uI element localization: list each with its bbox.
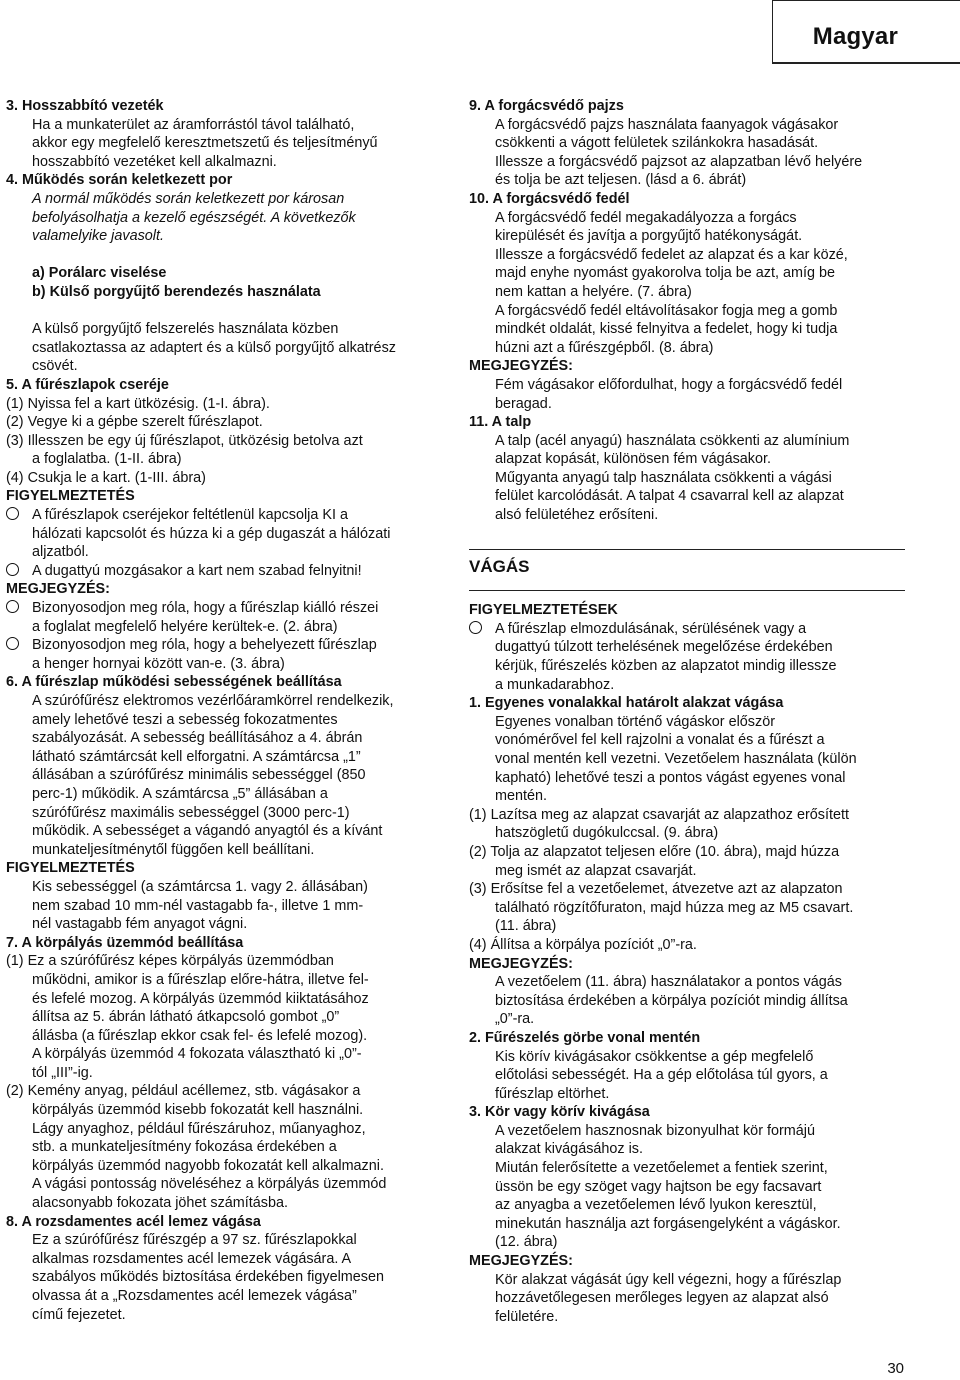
text-line: A körpályás üzemmód 4 fokozata választható ki „0”- [32, 1046, 362, 1063]
text-line: alacsonyabb fokozata jöhet számításba. [32, 1195, 288, 1212]
text-line: beragad. [495, 395, 552, 412]
cut-3-title: 3. Kör vagy körív kivágása [469, 1104, 650, 1121]
text-line: biztosítása érdekében a körpálya pozíciót mindig állítsa [495, 992, 848, 1009]
section-4-options [6, 264, 446, 301]
text-line: felületére. [495, 1308, 559, 1325]
text-line: majd enyhe nyomást gyakorolva tolja be azt, amíg be [495, 265, 835, 282]
left-column [6, 97, 446, 1324]
text-line: látható számtárcsát kell elforgatni. A számtárcsa „1” [32, 748, 361, 765]
text-line: perc-1) működik. A számtárcsa „5” állásában a [32, 785, 328, 802]
text-line: Bizonyosodjon meg róla, hogy a behelyezett fűrészlap [32, 637, 377, 654]
warning-heading: FIGYELMEZTETÉS [6, 488, 135, 505]
note-heading: MEGJEGYZÉS: [469, 358, 573, 375]
text-line: dugattyú túlzott terhelésének megelőzése érdekében [495, 639, 833, 656]
section-6-text [6, 692, 446, 859]
bullet-circle-icon [6, 637, 19, 650]
note-heading: MEGJEGYZÉS: [6, 581, 110, 598]
warning-text [6, 878, 446, 934]
text-line: olvassa át a „Rozsdamentes acél lemezek vágása” [32, 1288, 357, 1304]
language-tab [772, 0, 960, 64]
text-line: Illessze a forgácsvédő pajzsot az alapzatban lévő helyére [495, 153, 863, 170]
text-line: valamelyike javasolt. [32, 228, 164, 245]
text-line: fűrészlap eltörhet. [495, 1085, 610, 1102]
text-line: alapzat kopását, különösen fém vágásakor. [495, 451, 771, 468]
text-line: munkateljesítménytől függően kell beállítani. [32, 841, 315, 858]
note-item [6, 599, 446, 636]
right-column [469, 97, 905, 1326]
step-1-1: (1) Lazítsa meg az alapzat csavarját az alapzathoz erősített [469, 806, 849, 823]
text-line: előtolási sebességét. Ha a gép előtolása túl gyors, a [495, 1067, 828, 1084]
text-line: (1) Ez a szúrófűrész képes körpályás üzemmódban [6, 953, 334, 970]
text-line: mindkét oldalát, kissé felnyitva a fedelet, hogy ki tudja [495, 321, 838, 338]
step-1-4: (4) Állítsa a körpálya pozíciót „0”-ra. [469, 936, 697, 953]
text-line: és lefelé mozog. A körpályás üzemmód kiiktatásához [32, 990, 369, 1007]
cut-2-text [469, 1048, 905, 1104]
text-line: Kör alakzat vágását úgy kell végezni, hogy a fűrészlap [495, 1271, 842, 1288]
text-line: Illessze a forgácsvédő fedelet az alapzat és a kar közé, [495, 246, 848, 263]
note-text [469, 973, 905, 1029]
text-line: hálózati kapcsolót és húzza ki a gép dugaszát a hálózati [32, 525, 391, 542]
text-line: című fejezetet. [32, 1306, 126, 1323]
text-line: szúrófűrész maximális sebességgel (3000 perc-1) [32, 804, 350, 821]
text-line: és tolja be azt teljesen. (lásd a 6. ábrát) [495, 172, 747, 189]
step-1-2: (2) Tolja az alapzatot teljesen előre (10. ábra), majd húzza [469, 843, 840, 860]
text-line: vonal mentén kell vezetni. Vezetőelem használata (külön [495, 751, 857, 767]
section-11-title: 11. A talp [469, 414, 532, 431]
text-line: szabályozását. A sebesség beállításához a 4. ábrán [32, 730, 363, 747]
note-text [469, 376, 905, 413]
section-8-text [6, 1231, 446, 1324]
text-line: Fém vágásakor előfordulhat, hogy a forgácsvédő fedél [495, 376, 843, 393]
chapter-title: VÁGÁS [469, 556, 530, 576]
text-line: vonómérővel fel kell rajzolni a vonalat és a fűrészt a [495, 732, 825, 749]
section-8-title: 8. A rozsdamentes acél lemez vágása [6, 1213, 261, 1230]
text-line: Ez a szúrófűrész fűrészgép a 97 sz. fűrészlapokkal [32, 1232, 357, 1249]
text-line: alsó felületéhez erősíteni. [495, 507, 659, 524]
section-7-title: 7. A körpályás üzemmód beállítása [6, 934, 244, 951]
warning-item [469, 620, 905, 694]
text-line: Kis körív kivágásakor csökkentse a gép megfelelő [495, 1048, 814, 1065]
text-line: A forgácsvédő fedél megakadályozza a forgács [495, 209, 797, 226]
text-line: A normál működés során keletkezett por károsan [32, 190, 345, 207]
text-line: A talp (acél anyagú) használata csökkenti az alumínium [495, 432, 850, 449]
section-5-title: 5. A fűrészlapok cseréje [6, 376, 169, 393]
text-line: tól „III”-ig. [32, 1064, 93, 1081]
text-line: A szúrófűrész elektromos vezérlőáramkörrel rendelkezik, [32, 693, 394, 709]
text-line: alkalmas rozsdamentes acél lemezek vágására. A [32, 1250, 352, 1267]
text-line: A külső porgyűjtő felszerelés használata közben [32, 321, 339, 338]
text-line: állásba (a fűrészlap ekkor csak fel- és lefelé mozog). [32, 1027, 368, 1044]
warning-heading: FIGYELMEZTETÉSEK [469, 602, 618, 619]
text-line: (2) Kemény anyag, például acéllemez, stb. vágásakor a [6, 1083, 361, 1100]
step-5-1: (1) Nyissa fel a kart ütközésig. (1-I. ábra). [6, 395, 270, 412]
text-line: működni, amikor is a fűrészlap előre-hátra, illetve fel- [32, 971, 369, 988]
section-4-title: 4. Működés során keletkezett por [6, 172, 233, 189]
text-line: működik. A sebességet a vágandó anyagtól és a kívánt [32, 823, 383, 840]
cut-2-title: 2. Fűrészelés görbe vonal mentén [469, 1029, 701, 1046]
bullet-circle-icon [6, 600, 19, 613]
text-line: aljzatból. [32, 544, 89, 561]
text-line: A fűrészlapok cseréjekor feltétlenül kapcsolja KI a [32, 507, 348, 524]
warning-item [6, 562, 446, 581]
section-3-title: 3. Hosszabbító vezeték [6, 98, 164, 114]
section-4-text [6, 190, 446, 246]
text-line: Kis sebességgel (a számtárcsa 1. vagy 2. állásában) [32, 878, 368, 895]
text-line: kérjük, fűrészelés közben az alapzatot mindig illessze [495, 658, 837, 675]
warning-item [6, 506, 446, 562]
bullet-circle-icon [469, 621, 482, 634]
text-line: mentén. [495, 788, 547, 805]
text-line: kirepülését és javítja a porgyűjtő hatékonyságát. [495, 228, 803, 245]
bullet-circle-icon [6, 507, 19, 520]
step-1-3-cont: található rögzítőfuraton, majd húzza meg az M5 csavart. [495, 899, 854, 916]
step-7-2 [6, 1082, 446, 1212]
text-line: alakzat kivágásához is. [495, 1141, 643, 1158]
text-line: állítsa az 5. ábrán látható átkapcsoló gombot „0” [32, 1009, 340, 1026]
step-5-4: (4) Csukja le a kart. (1-III. ábra) [6, 469, 206, 486]
section-9-text [469, 116, 905, 190]
text-line: (12. ábra) [495, 1234, 558, 1251]
warning-heading: FIGYELMEZTETÉS [6, 860, 135, 877]
text-line: befolyásolhatja a kezelő egészségét. A következők [32, 209, 356, 226]
text-line: üssön be egy szöget vagy hajtson be egy facsavart [495, 1178, 822, 1195]
text-line: kapható) lehetővé teszi a pontos vágást egyenes vonal [495, 769, 846, 786]
text-line: Műgyanta anyagú talp használata csökkenti a vágási [495, 469, 832, 486]
text-line: amely lehetővé teszi a sebesség fokozatmentes [32, 711, 338, 728]
text-line: csatlakoztassa az adaptert és a külső porgyűjtő alkatrész [32, 339, 396, 356]
text-line: Ha a munkaterület az áramforrástól távol található, [32, 116, 355, 133]
section-divider [469, 549, 905, 550]
text-line: Miután felerősítette a vezetőelemet a fentiek szerint, [495, 1160, 828, 1177]
text-line: Egyenes vonalban történő vágáskor először [495, 713, 775, 730]
section-divider [469, 590, 905, 591]
section-10-title: 10. A forgácsvédő fedél [469, 190, 630, 207]
text-line: csövét. [32, 358, 78, 375]
step-1-3: (3) Erősítse fel a vezetőelemet, átvezetve azt az alapzaton [469, 881, 843, 898]
section-10-text [469, 209, 905, 358]
text-line: csökkenti a vágott felületek szilánkokra hasadását. [495, 135, 819, 152]
text-line: húzni azt a fűrészgépből. (8. ábra) [495, 339, 714, 356]
step-1-2-cont: meg ismét az alapzat csavarját. [495, 862, 697, 879]
text-line: Lágy anyaghoz, például fűrészáruhoz, műanyaghoz, [32, 1120, 366, 1137]
text-line: körpályás üzemmód nagyobb fokozatát kell alkalmazni. [32, 1157, 384, 1174]
text-line: A forgácsvédő pajzs használata faanyagok vágásakor [495, 116, 839, 133]
text-line: a henger hornyai között van-e. (3. ábra) [32, 655, 285, 672]
text-line: A fűrészlap elmozdulásának, sérülésének vagy a [495, 620, 807, 637]
text-line: szabályos működés biztosítása érdekében figyelmesen [32, 1269, 384, 1286]
text-line: A forgácsvédő fedél eltávolításakor fogja meg a gomb [495, 302, 838, 319]
text-line: a foglalat megfelelő helyére kerültek-e. (2. ábra) [32, 618, 338, 635]
cut-1-text [469, 713, 905, 806]
text-line: felület karcolódását. A talpat 4 csavarral kell az alapzat [495, 488, 844, 505]
option-a: a) Porálarc viselése [32, 265, 167, 282]
step-1-3-cont: (11. ábra) [495, 918, 557, 935]
section-6-title: 6. A fűrészlap működési sebességének beállítása [6, 674, 342, 691]
bullet-circle-icon [6, 563, 19, 576]
cut-1-title: 1. Egyenes vonalakkal határolt alakzat vágása [469, 695, 784, 712]
step-1-1-cont: hatszögletű dugókulccsal. (9. ábra) [495, 825, 719, 842]
section-3-text [6, 116, 446, 172]
note-text [469, 1271, 905, 1327]
option-b: b) Külső porgyűjtő berendezés használata [32, 283, 321, 300]
text-line: A vágási pontosság növeléséhez a körpályás üzemmód [32, 1176, 387, 1193]
text-line: hosszabbító vezetéket kell alkalmazni. [32, 153, 277, 170]
text-line: a munkadarabhoz. [495, 676, 615, 693]
text-line: A dugattyú mozgásakor a kart nem szabad felnyitni! [32, 562, 362, 579]
text-line: A vezetőelem hasznosnak bizonyulhat kör formájú [495, 1122, 815, 1139]
page-number: 30 [887, 1360, 904, 1377]
section-9-title: 9. A forgácsvédő pajzs [469, 98, 624, 114]
note-item [6, 636, 446, 673]
cut-3-text [469, 1122, 905, 1252]
text-line: az anyagba a vezetőelemen lévő lyukon keresztül, [495, 1197, 817, 1214]
note-heading: MEGJEGYZÉS: [469, 1253, 573, 1270]
text-line: nem szabad 10 mm-nél vastagabb fa-, illetve 1 mm- [32, 897, 364, 914]
step-5-3-cont: a foglalatba. (1-II. ábra) [32, 451, 182, 468]
text-line: minekután használja azt forgásengelyként a vágáskor. [495, 1215, 841, 1232]
text-line: körpályás üzemmód kisebb fokozatát kell használni. [32, 1102, 364, 1119]
text-line: nem kattan a helyére. (7. ábra) [495, 283, 692, 300]
text-line: „0”-ra. [495, 1011, 535, 1028]
section-11-text [469, 432, 905, 525]
note-heading: MEGJEGYZÉS: [469, 955, 573, 972]
text-line: állásában a szúrófűrész minimális sebességgel (850 [32, 767, 366, 784]
text-line: hozzávetőlegesen merőleges legyen az alapzat alsó [495, 1290, 829, 1307]
text-line: A vezetőelem (11. ábra) használatakor a pontos vágás [495, 974, 842, 991]
text-line: akkor egy megfelelő keresztmetszetű és teljesítményű [32, 135, 378, 152]
language-label: Magyar [812, 23, 898, 50]
step-5-2: (2) Vegye ki a gépbe szerelt fűrészlapot. [6, 414, 263, 431]
section-4-note [6, 320, 446, 376]
text-line: stb. a munkateljesítmény fokozása érdekében a [32, 1139, 337, 1156]
text-line: Bizonyosodjon meg róla, hogy a fűrészlap kiálló részei [32, 600, 379, 617]
text-line: nél vastagabb fém anyagot vágni. [32, 916, 248, 933]
step-7-1 [6, 952, 446, 1082]
step-5-3: (3) Illesszen be egy új fűrészlapot, ütközésig betolva azt [6, 432, 363, 449]
